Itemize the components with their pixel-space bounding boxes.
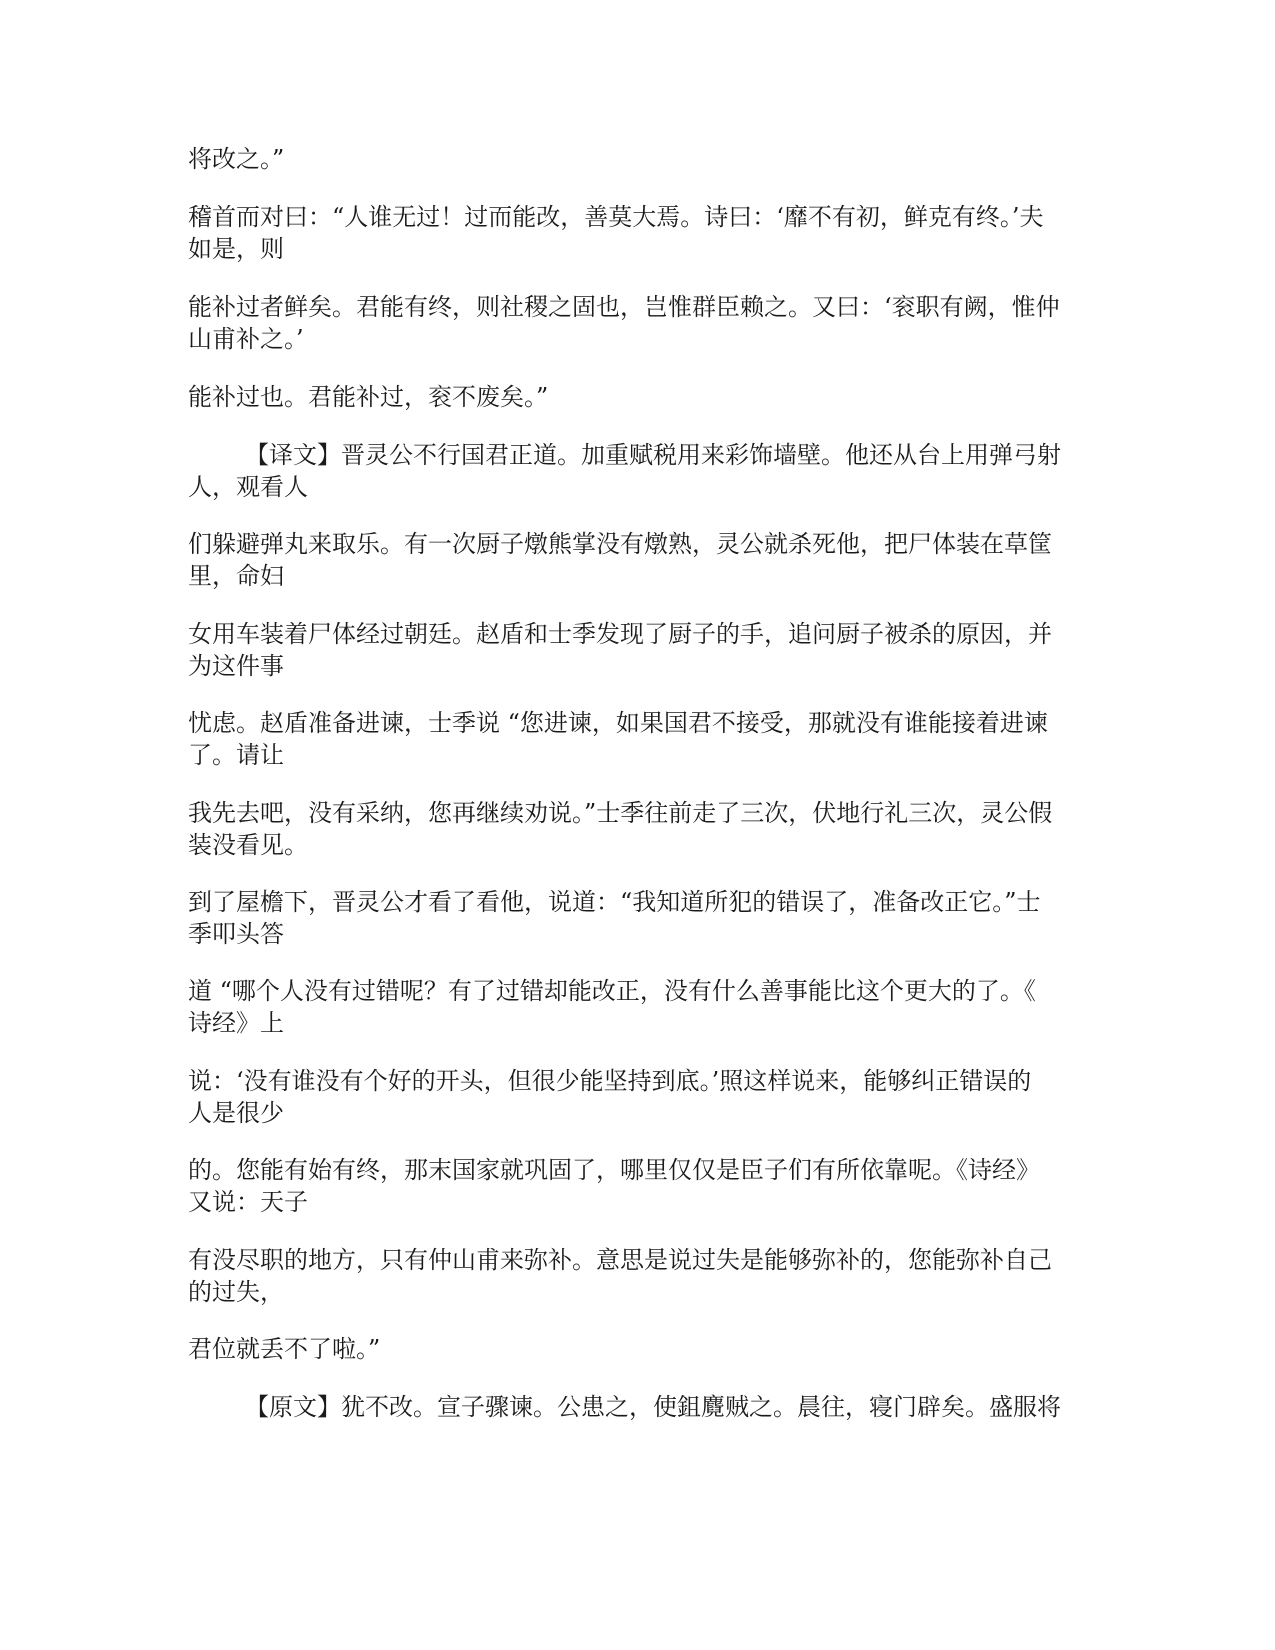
text-line: 人，观看人 (188, 473, 308, 501)
text-line: 【译文】晋灵公不行国君正道。加重赋税用来彩饰墙壁。他还从台上用弹弓射 (245, 441, 1061, 469)
text-line: 女用车装着尸体经过朝廷。赵盾和士季发现了厨子的手，追问厨子被杀的原因，并 (188, 620, 1052, 648)
text-line: 忧虑。赵盾准备进谏，士季说 “您进谏，如果国君不接受，那就没有谁能接着进谏 (188, 709, 1048, 737)
text-line: 能补过者鲜矣。君能有终，则社稷之固也，岂惟群臣赖之。又曰：‘衮职有阙，惟仲 (188, 293, 1060, 321)
text-line: 如是，则 (188, 235, 284, 263)
text-line: 诗经》上 (188, 1009, 284, 1037)
text-line: 的过失， (188, 1278, 284, 1306)
text-line: 里，命妇 (188, 562, 284, 590)
text-line: 【原文】犹不改。宣子骤谏。公患之，使鉏麑贼之。晨往，寝门辟矣。盛服将 (245, 1393, 1061, 1421)
text-line: 人是很少 (188, 1099, 284, 1127)
text-line: 的。您能有始有终，那末国家就巩固了，哪里仅仅是臣子们有所依靠呢。《诗经》 (188, 1156, 1040, 1184)
text-line: 君位就丢不了啦。” (188, 1335, 381, 1363)
text-line: 又说：天子 (188, 1188, 308, 1216)
text-line: 能补过也。君能补过，衮不废矣。” (188, 383, 549, 411)
text-line: 装没看见。 (188, 831, 308, 859)
text-line: 山甫补之。’ (188, 325, 304, 353)
text-line: 道 “哪个人没有过错呢？有了过错却能改正，没有什么善事能比这个更大的了。《 (188, 977, 1036, 1005)
text-line: 有没尽职的地方，只有仲山甫来弥补。意思是说过失是能够弥补的，您能弥补自己 (188, 1246, 1052, 1274)
text-line: 我先去吧，没有采纳，您再继续劝说。”士季往前走了三次，伏地行礼三次，灵公假 (188, 799, 1053, 827)
text-line: 将改之。” (188, 145, 285, 173)
text-line: 到了屋檐下，晋灵公才看了看他，说道：“我知道所犯的错误了，准备改正它。”士 (188, 888, 1041, 916)
text-line: 稽首而对曰：“人谁无过！过而能改，善莫大焉。诗曰：‘靡不有初，鲜克有终。’夫 (188, 203, 1044, 231)
text-line: 了。请让 (188, 741, 284, 769)
text-line: 说：‘没有谁没有个好的开头，但很少能坚持到底。’照这样说来，能够纠正错误的 (188, 1067, 1032, 1095)
text-line: 季叩头答 (188, 920, 284, 948)
text-line: 们躲避弹丸来取乐。有一次厨子燉熊掌没有燉熟，灵公就杀死他，把尸体装在草筐 (188, 530, 1052, 558)
text-line: 为这件事 (188, 652, 284, 680)
